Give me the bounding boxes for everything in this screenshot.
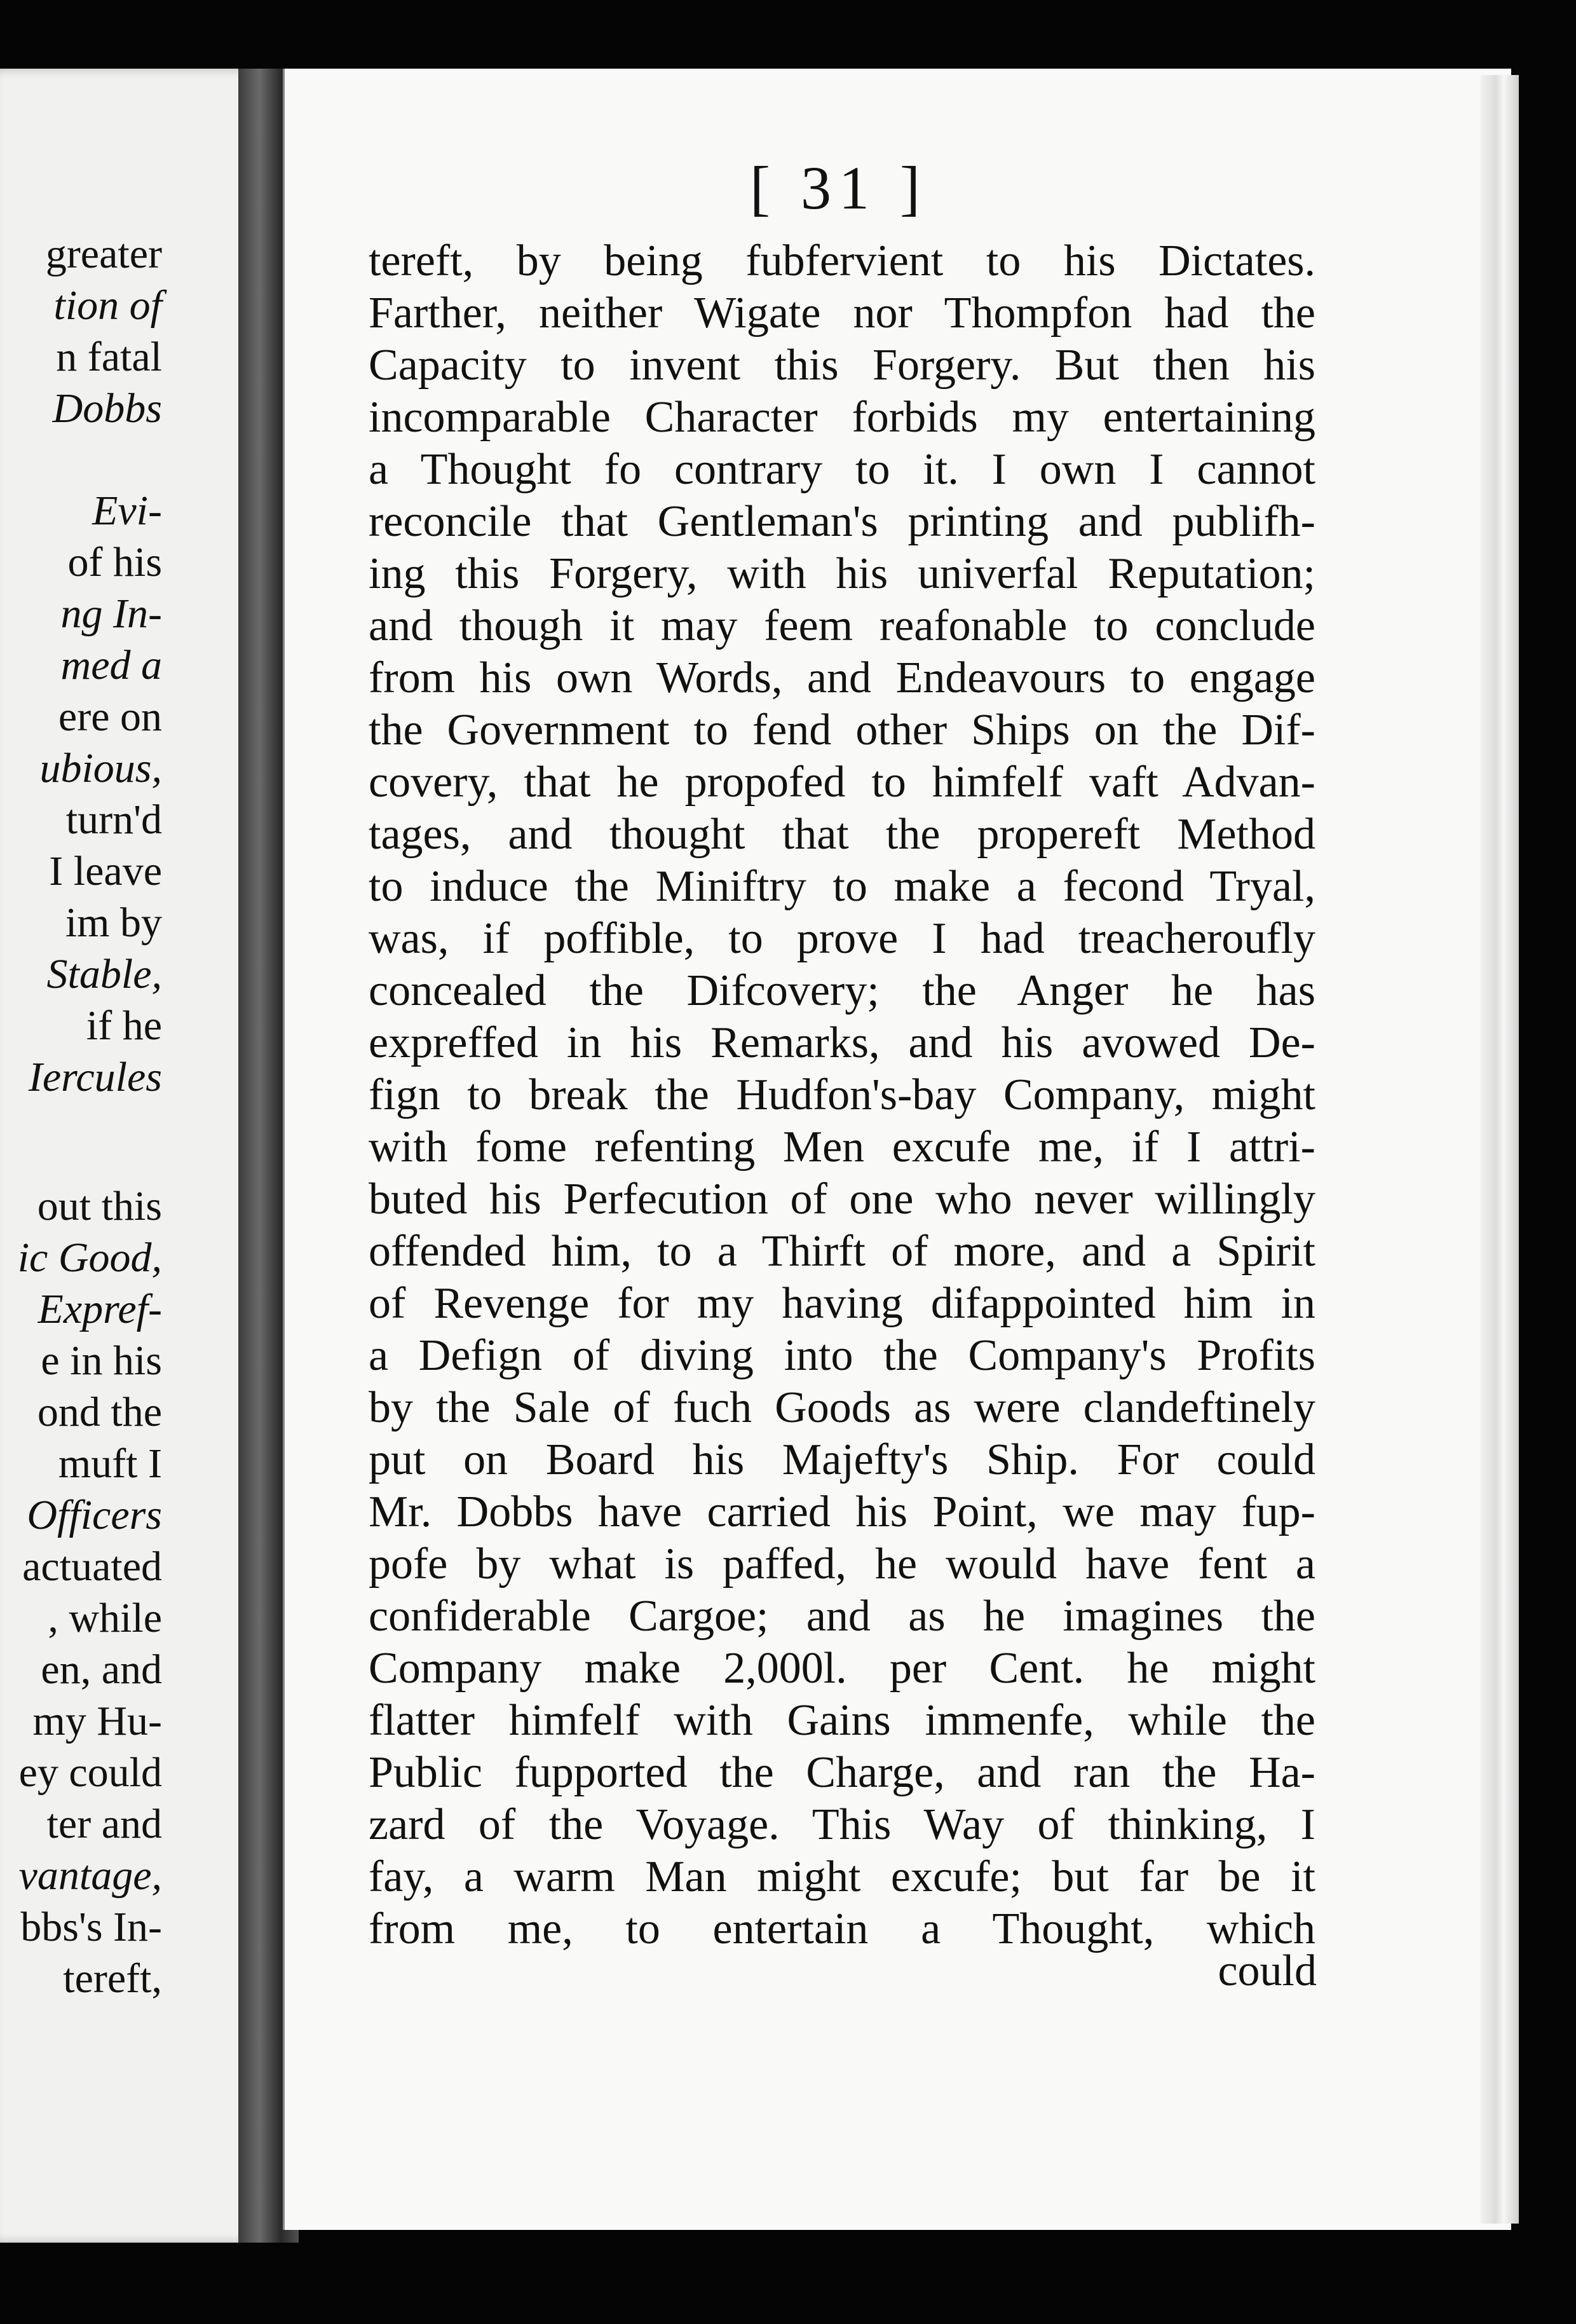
left-page-line: actuated <box>22 1543 162 1590</box>
left-page-line: out this <box>37 1183 162 1229</box>
text-line: to induce the Miniftry to make a fecond Tryal, <box>369 862 1315 911</box>
text-line: from me, to entertain a Thought, which <box>369 1904 1315 1953</box>
text-line: put on Board his Majefty's Ship. For could <box>369 1435 1315 1484</box>
text-line: Mr. Dobbs have carried his Point, we may fup- <box>369 1487 1315 1536</box>
text-line: Company make 2,000l. per Cent. he might <box>369 1644 1315 1693</box>
text-line: expreffed in his Remarks, and his avowed De- <box>369 1018 1315 1067</box>
left-page-line: bbs's In- <box>20 1904 162 1950</box>
left-page-line: ng In- <box>60 591 162 637</box>
text-line: and though it may feem reafonable to conclude <box>369 601 1315 650</box>
text-line: incomparable Character forbids my entertaining <box>369 393 1315 442</box>
text-line: fign to break the Hudfon's-bay Company, might <box>369 1070 1315 1119</box>
left-page-line: my Hu- <box>32 1698 162 1744</box>
text-line: zard of the Voyage. This Way of thinking, I <box>369 1800 1315 1849</box>
left-page <box>0 69 261 2243</box>
text-line: with fome refenting Men excufe me, if I attri- <box>369 1123 1315 1172</box>
left-page-line: Dobbs <box>52 385 162 432</box>
text-line: Capacity to invent this Forgery. But then his <box>369 341 1315 390</box>
text-line: tereft, by being fubfervient to his Dictates. <box>369 236 1315 285</box>
left-page-line: if he <box>86 1002 162 1049</box>
text-line: tages, and thought that the propereft Method <box>369 810 1315 859</box>
text-line: Public fupported the Charge, and ran the Ha- <box>369 1748 1315 1797</box>
text-line: the Government to fend other Ships on the Dif- <box>369 706 1315 755</box>
text-line: a Defign of diving into the Company's Profits <box>369 1331 1315 1380</box>
text-line: reconcile that Gentleman's printing and publifh- <box>369 497 1315 546</box>
left-page-line: Iercules <box>28 1054 162 1100</box>
text-line: a Thought fo contrary to it. I own I cannot <box>369 445 1315 494</box>
left-page-line: ubious, <box>39 745 162 791</box>
left-page-line: ere on <box>58 694 162 740</box>
left-page-line: of his <box>67 539 162 585</box>
text-line: by the Sale of fuch Goods as were clandeftinely <box>369 1383 1315 1432</box>
text-line: confiderable Cargoe; and as he imagines the <box>369 1592 1315 1641</box>
left-page-line: Stable, <box>46 951 162 997</box>
text-line: was, if poffible, to prove I had treacheroufly <box>369 914 1315 963</box>
text-line: concealed the Difcovery; the Anger he has <box>369 966 1315 1015</box>
text-line: fay, a warm Man might excufe; but far be it <box>369 1852 1315 1901</box>
left-page-line: , while <box>48 1595 162 1641</box>
page-number: [ 31 ] <box>750 154 928 222</box>
left-page-line: ond the <box>37 1389 162 1435</box>
text-line: Farther, neither Wigate nor Thompfon had the <box>369 289 1315 338</box>
text-line: ing this Forgery, with his univerfal Reputation; <box>369 549 1315 598</box>
left-page-line: Expref- <box>37 1286 162 1332</box>
page-edge <box>1481 75 1519 2224</box>
text-line: of Revenge for my having difappointed him in <box>369 1279 1315 1328</box>
text-line: covery, that he propofed to himfelf vaft Advan- <box>369 758 1315 807</box>
left-page-line: tereft, <box>63 1955 162 2002</box>
text-line: offended him, to a Thirft of more, and a Spirit <box>369 1227 1315 1276</box>
left-page-line: I leave <box>49 848 162 894</box>
left-page-line: ter and <box>46 1801 162 1847</box>
text-line: from his own Words, and Endeavours to engage <box>369 653 1315 702</box>
left-page-line: n fatal <box>56 334 162 380</box>
text-line: pofe by what is paffed, he would have fent a <box>369 1540 1315 1589</box>
catchword: could <box>1218 1946 1317 1995</box>
left-page-line: vantage, <box>18 1852 162 1899</box>
left-page-line: ey could <box>18 1749 162 1796</box>
left-page-line: e in his <box>41 1337 162 1384</box>
left-page-line: im by <box>65 899 162 946</box>
left-page-line: Officers <box>27 1492 162 1538</box>
text-line: buted his Perfecution of one who never willingly <box>369 1175 1315 1224</box>
left-page-line: med a <box>60 642 162 688</box>
left-page-line: tion of <box>53 282 162 329</box>
left-page-line: muft I <box>58 1440 162 1487</box>
left-page-line: ic Good, <box>17 1234 162 1281</box>
left-page-line: greater <box>45 231 162 277</box>
left-page-line: turn'd <box>65 796 162 843</box>
left-page-line: Evi- <box>92 488 162 534</box>
left-page-line: en, and <box>41 1646 162 1693</box>
text-line: flatter himfelf with Gains immenfe, while the <box>369 1696 1315 1745</box>
